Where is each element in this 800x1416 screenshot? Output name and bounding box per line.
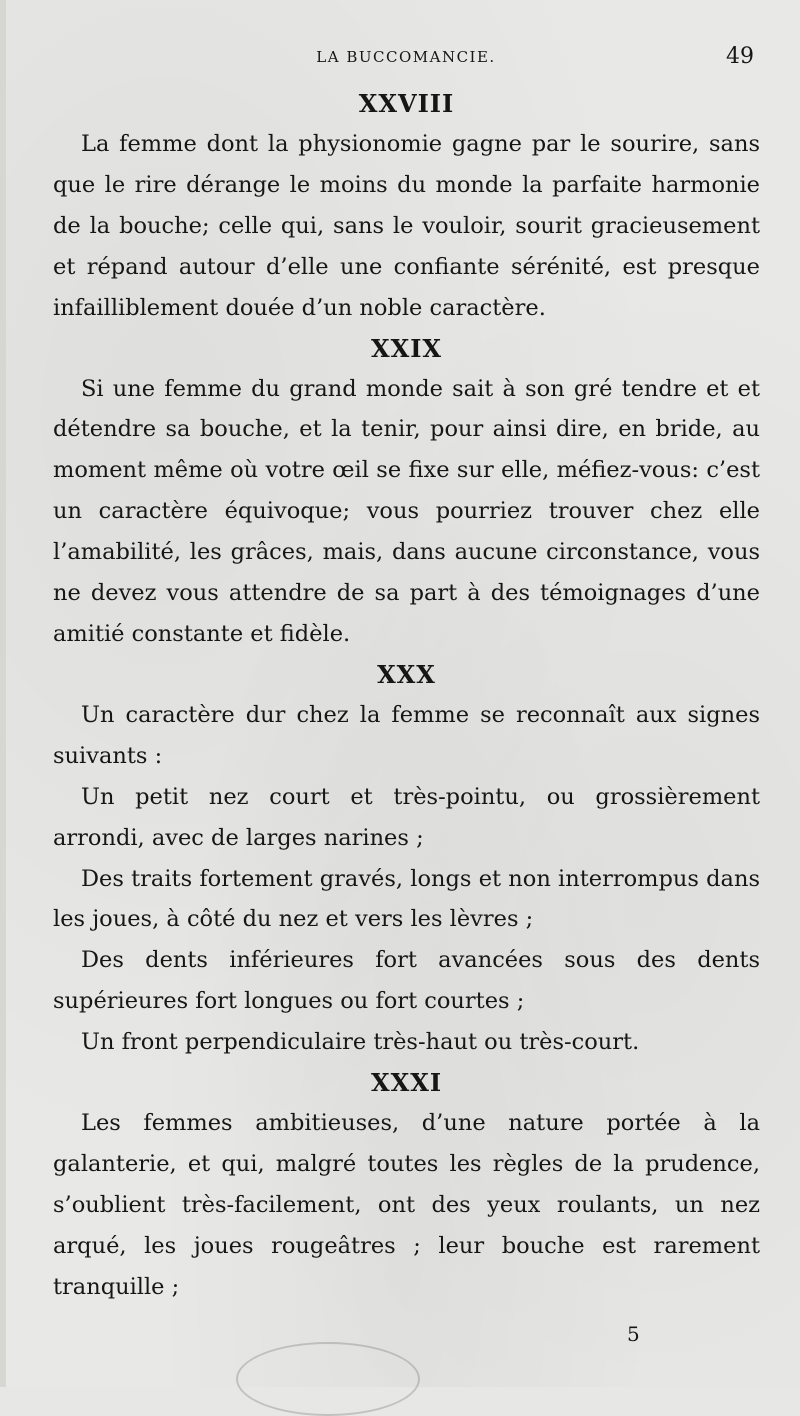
signature-mark: 5 — [627, 1322, 640, 1346]
section-xxxi — [53, 1063, 760, 1308]
section-heading: XXXI — [370, 1068, 443, 1098]
paragraph: Un petit nez court et très-pointu, ou grossièrement arrondi, avec de larges narines ; — [53, 783, 760, 851]
paragraph: Si une femme du grand monde sait à son gré tendre et et détendre sa bouche, et la tenir, pour ainsi dire, en bride, au moment même où votre œil se fixe sur elle, méfiez-vous: c’est un caractère équivoque; vous pourriez trouver chez elle l’amabilité, les grâces, mais, dans aucune circonstance, vous ne devez vous attendre de sa part à des témoignages d’une amitié constante et fidèle. — [53, 375, 760, 647]
section-heading: XXX — [377, 659, 436, 689]
section-heading: XXVIII — [358, 89, 455, 118]
section-xxix — [53, 329, 760, 655]
paragraph: Des dents inférieures fort avancées sous des dents supérieures fort longues ou fort courtes ; — [53, 947, 760, 1015]
paragraph: Des traits fortement gravés, longs et non interrompus dans les joues, à côté du nez et vers les lèvres ; — [53, 865, 760, 933]
running-title: LA BUCCOMANCIE. — [316, 48, 496, 66]
paragraph: Un caractère dur chez la femme se reconnaît aux signes suivants : — [53, 701, 760, 769]
section-xxviii — [53, 84, 760, 329]
section-heading: XXIX — [370, 333, 443, 363]
running-head — [6, 44, 800, 74]
signature-line — [6, 1322, 800, 1352]
page-body — [53, 84, 760, 1308]
section-xxx — [53, 655, 760, 1063]
library-stamp — [236, 1342, 420, 1416]
paragraph: Un front perpendiculaire très-haut ou très-court. — [81, 1029, 640, 1056]
page-number: 49 — [726, 44, 754, 69]
paragraph: Les femmes ambitieuses, d’une nature portée à la galanterie, et qui, malgré toutes les règles de la prudence, s’oublient très-facilement, ont des yeux roulants, un nez arqué, les joues rougeâtres ; leur bouche est rarement tranquille ; — [53, 1110, 760, 1300]
paragraph: La femme dont la physionomie gagne par le sourire, sans que le rire dérange le moins du monde la parfaite harmonie de la bouche; celle qui, sans le vouloir, sourit gracieusement et répand autour d’elle une confiante sérénité, est presque infailliblement douée d’un noble caractère. — [53, 131, 760, 321]
